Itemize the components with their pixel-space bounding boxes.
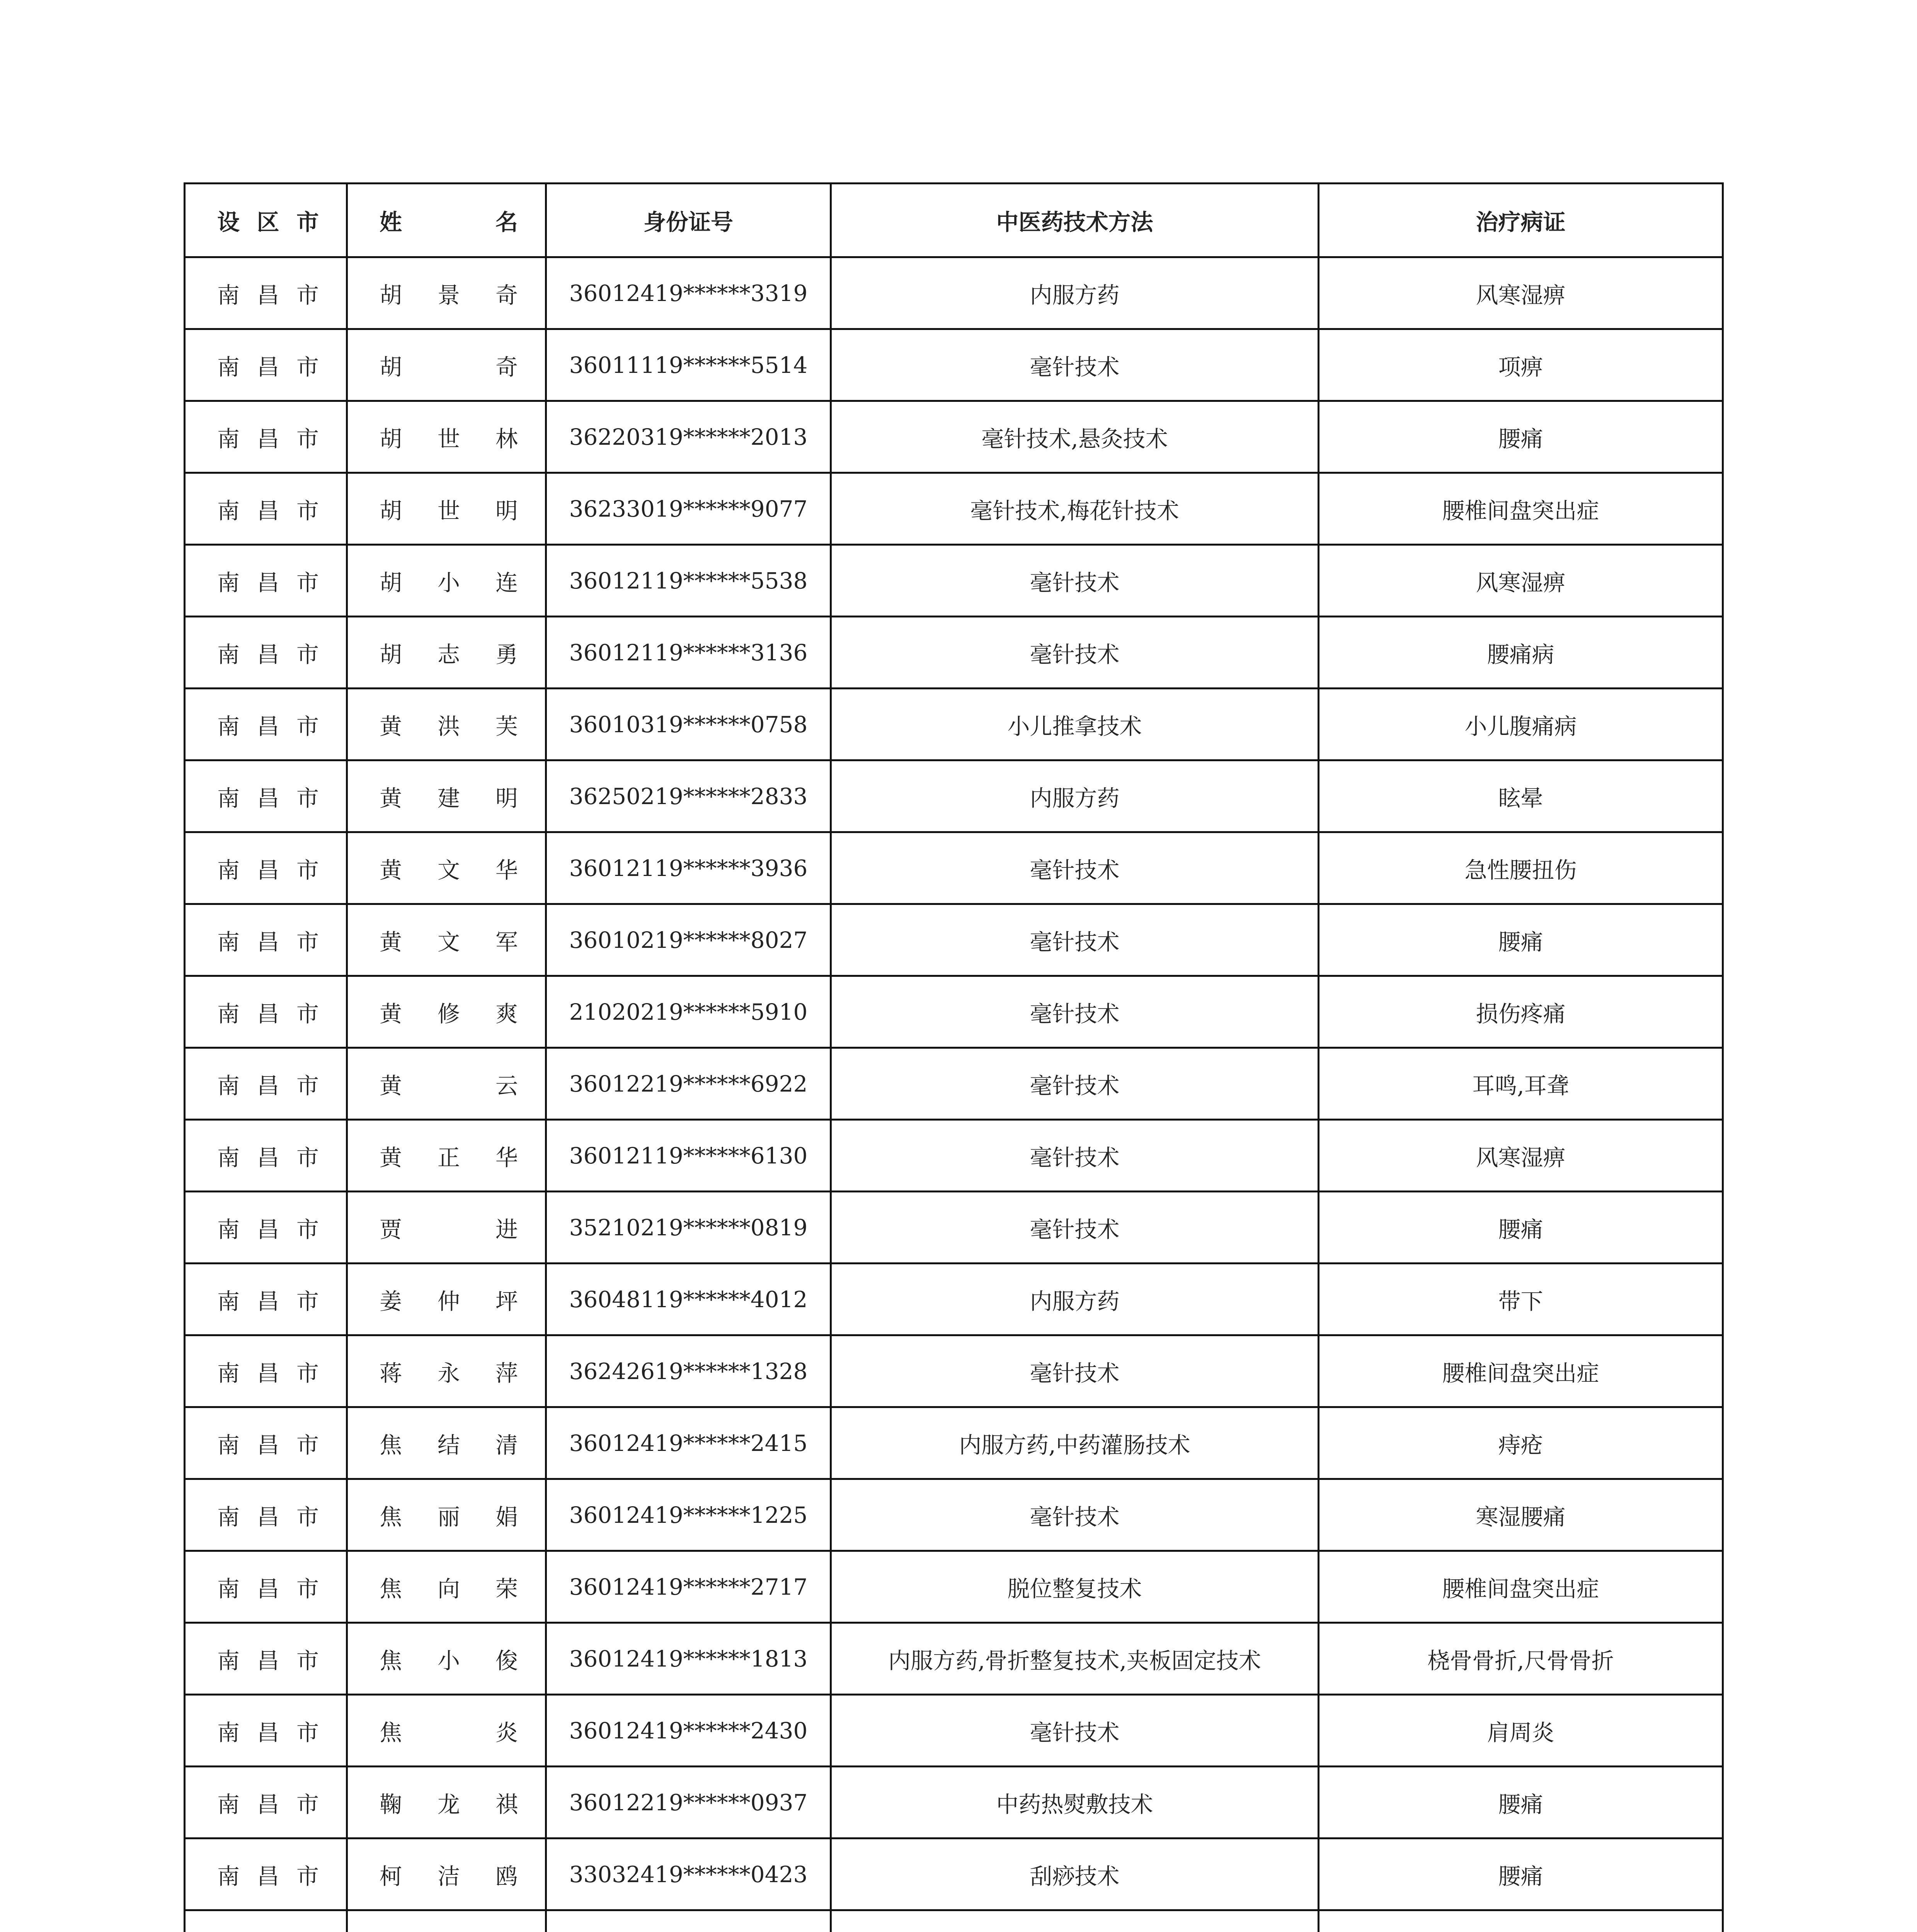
cell-name: 黄 洪 芙 (347, 689, 546, 760)
header-city: 设 区 市 (185, 184, 347, 257)
cell-city: 南 昌 市 (185, 1551, 347, 1623)
table-row (185, 904, 1723, 976)
header-tcm-method: 中医药技术方法 (831, 184, 1319, 257)
cell-city: 南 昌 市 (185, 832, 347, 904)
cell-name: 黄 修 爽 (347, 976, 546, 1048)
cell-tcm-method: 毫针技术 (831, 1048, 1319, 1120)
cell-name: 黄 建 明 (347, 760, 546, 832)
cell-city: 南 昌 市 (185, 473, 347, 545)
cell-condition: 损伤疼痛 (1319, 976, 1723, 1048)
cell-id-number: 36011119******5514 (546, 329, 831, 401)
cell-city: 南 昌 市 (185, 1623, 347, 1695)
cell-name: 黄 文 军 (347, 904, 546, 976)
cell-name: 胡 奇 (347, 329, 546, 401)
cell-tcm-method: 毫针技术 (831, 976, 1319, 1048)
table-row (185, 1120, 1723, 1192)
table-row (185, 329, 1723, 401)
cell-condition: 带下 (1319, 1264, 1723, 1335)
cell-tcm-method (831, 1910, 1319, 1932)
cell-tcm-method: 毫针技术 (831, 1479, 1319, 1551)
cell-id-number: 36012119******5538 (546, 545, 831, 617)
cell-id-number: 36012219******6922 (546, 1048, 831, 1120)
cell-condition: 项痹 (1319, 329, 1723, 401)
table-row (185, 1407, 1723, 1479)
cell-id-number: 36012419******2717 (546, 1551, 831, 1623)
cell-tcm-method: 内服方药 (831, 257, 1319, 329)
cell-city: 南 昌 市 (185, 617, 347, 689)
cell-id-number: 36012119******3136 (546, 617, 831, 689)
cell-tcm-method: 毫针技术 (831, 617, 1319, 689)
header-id-number: 身份证号 (546, 184, 831, 257)
cell-name: 焦 丽 娟 (347, 1479, 546, 1551)
cell-condition: 肩周炎 (1319, 1695, 1723, 1767)
cell-tcm-method: 毫针技术,梅花针技术 (831, 473, 1319, 545)
cell-tcm-method: 脱位整复技术 (831, 1551, 1319, 1623)
cell-city: 南 昌 市 (185, 904, 347, 976)
cell-tcm-method: 毫针技术 (831, 1120, 1319, 1192)
cell-condition: 桡骨骨折,尺骨骨折 (1319, 1623, 1723, 1695)
table-row (185, 1551, 1723, 1623)
cell-tcm-method: 中药热熨敷技术 (831, 1767, 1319, 1838)
cell-city (185, 1910, 347, 1932)
cell-name: 胡 志 勇 (347, 617, 546, 689)
cell-id-number: 36012419******3319 (546, 257, 831, 329)
cell-tcm-method: 小儿推拿技术 (831, 689, 1319, 760)
cell-id-number: 36012419******2415 (546, 1407, 831, 1479)
cell-name: 蒋 永 萍 (347, 1335, 546, 1407)
cell-condition: 腰椎间盘突出症 (1319, 1551, 1723, 1623)
table-row (185, 1838, 1723, 1910)
cell-city: 南 昌 市 (185, 1192, 347, 1264)
cell-city: 南 昌 市 (185, 1767, 347, 1838)
cell-name: 黄 云 (347, 1048, 546, 1120)
cell-name: 胡 景 奇 (347, 257, 546, 329)
cell-city: 南 昌 市 (185, 1838, 347, 1910)
cell-condition: 腰痛 (1319, 1767, 1723, 1838)
cell-tcm-method: 毫针技术 (831, 904, 1319, 976)
cell-condition: 风寒湿痹 (1319, 1120, 1723, 1192)
table-row (185, 1048, 1723, 1120)
cell-city: 南 昌 市 (185, 976, 347, 1048)
cell-id-number: 36010219******8027 (546, 904, 831, 976)
cell-name: 鞠 龙 祺 (347, 1767, 546, 1838)
cell-id-number: 36012419******1225 (546, 1479, 831, 1551)
cell-tcm-method: 内服方药,骨折整复技术,夹板固定技术 (831, 1623, 1319, 1695)
cell-city: 南 昌 市 (185, 545, 347, 617)
cell-tcm-method: 内服方药 (831, 1264, 1319, 1335)
cell-id-number: 36048119******4012 (546, 1264, 831, 1335)
table-row (185, 1335, 1723, 1407)
cell-id-number: 36250219******2833 (546, 760, 831, 832)
cell-name: 焦 小 俊 (347, 1623, 546, 1695)
cell-name: 焦 向 荣 (347, 1551, 546, 1623)
table-row (185, 257, 1723, 329)
cell-city: 南 昌 市 (185, 1048, 347, 1120)
table-row (185, 473, 1723, 545)
cell-tcm-method: 毫针技术 (831, 1192, 1319, 1264)
cell-city: 南 昌 市 (185, 1479, 347, 1551)
cell-id-number: 33032419******0423 (546, 1838, 831, 1910)
cell-id-number: 36012419******2430 (546, 1695, 831, 1767)
table-row (185, 1910, 1723, 1932)
cell-id-number: 36012219******0937 (546, 1767, 831, 1838)
cell-name: 焦 炎 (347, 1695, 546, 1767)
table-row (185, 832, 1723, 904)
cell-tcm-method: 毫针技术 (831, 1335, 1319, 1407)
roster-table (184, 182, 1724, 1932)
table-row (185, 1479, 1723, 1551)
cell-city: 南 昌 市 (185, 689, 347, 760)
cell-name: 黄 文 华 (347, 832, 546, 904)
cell-id-number: 35210219******0819 (546, 1192, 831, 1264)
cell-condition: 风寒湿痹 (1319, 257, 1723, 329)
cell-condition: 小儿腹痛病 (1319, 689, 1723, 760)
table-row (185, 1623, 1723, 1695)
cell-tcm-method: 毫针技术 (831, 1695, 1319, 1767)
cell-name: 胡 世 林 (347, 401, 546, 473)
cell-condition: 寒湿腰痛 (1319, 1479, 1723, 1551)
cell-city: 南 昌 市 (185, 1120, 347, 1192)
table-row (185, 689, 1723, 760)
cell-city: 南 昌 市 (185, 1407, 347, 1479)
cell-condition: 腰痛 (1319, 1192, 1723, 1264)
cell-id-number: 36010319******0758 (546, 689, 831, 760)
cell-city: 南 昌 市 (185, 760, 347, 832)
cell-condition (1319, 1910, 1723, 1932)
cell-name: 胡 小 连 (347, 545, 546, 617)
cell-condition: 腰椎间盘突出症 (1319, 473, 1723, 545)
header-condition: 治疗病证 (1319, 184, 1723, 257)
cell-name: 柯 洁 鸥 (347, 1838, 546, 1910)
cell-condition: 痔疮 (1319, 1407, 1723, 1479)
cell-name: 胡 世 明 (347, 473, 546, 545)
cell-condition: 风寒湿痹 (1319, 545, 1723, 617)
cell-city: 南 昌 市 (185, 1264, 347, 1335)
cell-name: 姜 仲 坪 (347, 1264, 546, 1335)
cell-tcm-method: 毫针技术 (831, 329, 1319, 401)
cell-name: 黄 正 华 (347, 1120, 546, 1192)
cell-id-number: 36012119******3936 (546, 832, 831, 904)
cell-condition: 急性腰扭伤 (1319, 832, 1723, 904)
cell-id-number: 36220319******2013 (546, 401, 831, 473)
cell-id-number: 21020219******5910 (546, 976, 831, 1048)
cell-tcm-method: 内服方药,中药灌肠技术 (831, 1407, 1319, 1479)
cell-tcm-method: 毫针技术 (831, 545, 1319, 617)
cell-condition: 腰痛 (1319, 904, 1723, 976)
cell-name: 焦 结 清 (347, 1407, 546, 1479)
cell-condition: 眩晕 (1319, 760, 1723, 832)
table-row (185, 976, 1723, 1048)
cell-condition: 腰椎间盘突出症 (1319, 1335, 1723, 1407)
table-row (185, 1264, 1723, 1335)
table-row (185, 545, 1723, 617)
cell-name (347, 1910, 546, 1932)
cell-city: 南 昌 市 (185, 1695, 347, 1767)
cell-city: 南 昌 市 (185, 329, 347, 401)
cell-id-number: 36233019******9077 (546, 473, 831, 545)
cell-tcm-method: 刮痧技术 (831, 1838, 1319, 1910)
cell-id-number: 36012419******1813 (546, 1623, 831, 1695)
cell-name: 贾 进 (347, 1192, 546, 1264)
cell-condition: 腰痛病 (1319, 617, 1723, 689)
table-row (185, 401, 1723, 473)
table-row (185, 617, 1723, 689)
cell-tcm-method: 内服方药 (831, 760, 1319, 832)
cell-condition: 腰痛 (1319, 1838, 1723, 1910)
cell-city: 南 昌 市 (185, 257, 347, 329)
table-row (185, 1695, 1723, 1767)
cell-condition: 腰痛 (1319, 401, 1723, 473)
cell-id-number: 36242619******1328 (546, 1335, 831, 1407)
cell-city: 南 昌 市 (185, 1335, 347, 1407)
cell-condition: 耳鸣,耳聋 (1319, 1048, 1723, 1120)
table-header-row (185, 184, 1723, 257)
cell-tcm-method: 毫针技术,悬灸技术 (831, 401, 1319, 473)
cell-id-number: 36012119******6130 (546, 1120, 831, 1192)
header-name: 姓 名 (347, 184, 546, 257)
cell-id-number (546, 1910, 831, 1932)
cell-city: 南 昌 市 (185, 401, 347, 473)
table-row (185, 760, 1723, 832)
table-row (185, 1192, 1723, 1264)
table-row (185, 1767, 1723, 1838)
cell-tcm-method: 毫针技术 (831, 832, 1319, 904)
